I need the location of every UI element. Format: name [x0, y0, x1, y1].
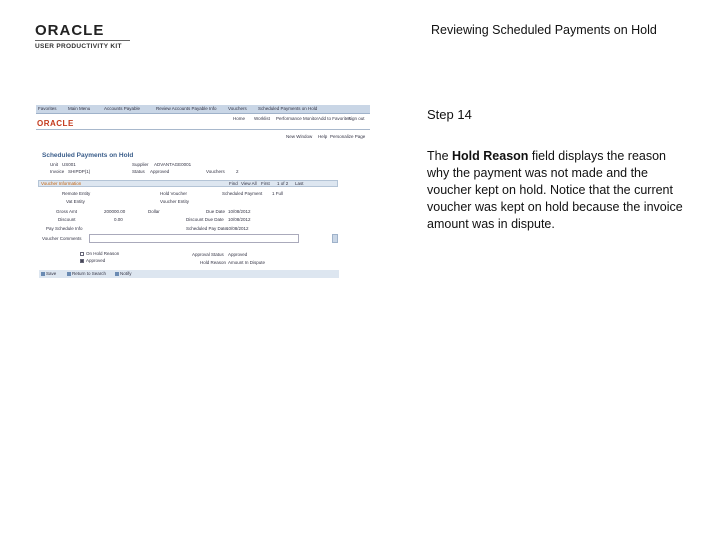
status-value: Approved [150, 169, 170, 174]
supplier-label: Supplier [132, 162, 149, 167]
save-button-label: Save [46, 271, 57, 276]
nav-favorites[interactable]: Favorites [38, 106, 57, 111]
link-performance-monitor[interactable]: Performance Monitor [276, 116, 319, 121]
on-hold-checkbox[interactable] [80, 252, 84, 256]
vat-entity-label: Vat Entity [66, 199, 85, 204]
voucher-info-section-bar [38, 180, 338, 187]
vouchers-value: 2 [236, 169, 239, 174]
link-personalize-page[interactable]: Personalize Page [330, 134, 366, 139]
link-sign-out[interactable]: Sign out [348, 116, 365, 121]
section-first-link[interactable]: First [261, 181, 270, 186]
notify-icon [115, 272, 119, 276]
upk-logo-text: USER PRODUCTIVITY KIT [35, 40, 130, 50]
scheduled-pay-date-label: Scheduled Pay Date [186, 226, 228, 231]
link-worklist[interactable]: Worklist [254, 116, 270, 121]
scheduled-payment-value: 1 Full [272, 191, 284, 196]
document-title: Reviewing Scheduled Payments on Hold [431, 23, 657, 37]
vouchers-label: Vouchers [206, 169, 225, 174]
scheduled-pay-date-value: 10/08/2012 [226, 226, 249, 231]
button-bar [39, 270, 339, 278]
supplier-value: ADVANTAGE0001 [154, 162, 192, 167]
invoice-label: Invoice [50, 169, 65, 174]
invoice-value: SHIPDP(1) [68, 169, 91, 174]
voucher-comments-label: Voucher Comments [42, 236, 82, 241]
discount-label: Discount [58, 217, 76, 222]
breadcrumb-bar [36, 105, 370, 114]
return-icon [67, 272, 71, 276]
section-last-link[interactable]: Last [295, 181, 304, 186]
currency-value: Dollar [148, 209, 160, 214]
return-to-search-button[interactable] [67, 271, 106, 277]
voucher-comments-field[interactable] [89, 234, 299, 243]
section-find-link[interactable]: Find [229, 181, 238, 186]
step-desc-before: The [427, 149, 453, 163]
on-hold-checkbox-label: On Hold Reason [86, 251, 120, 256]
approved-checkbox-label: Approved [86, 258, 106, 263]
gross-amt-value: 200000.00 [104, 209, 126, 214]
nav-main-menu[interactable]: Main Menu [68, 106, 91, 111]
oracle-logo-text: ORACLE [35, 22, 105, 39]
gross-amt-label: Gross Amt [56, 209, 78, 214]
nav-vouchers[interactable]: Vouchers [228, 106, 247, 111]
notify-button[interactable] [115, 271, 132, 277]
due-date-label: Due Date [206, 209, 226, 214]
approved-checkbox[interactable] [80, 259, 84, 263]
voucher-entity-label: Voucher Entity [160, 199, 190, 204]
approval-status-label: Approval Status [192, 252, 224, 257]
nav-review-ap-info[interactable]: Review Accounts Payable Info [156, 106, 217, 111]
step-label: Step 14 [427, 107, 472, 122]
discount-due-date-label: Discount Due Date [186, 217, 224, 222]
nav-scheduled-payments[interactable]: Scheduled Payments on Hold [258, 106, 318, 111]
scheduled-payment-label: Scheduled Payment [222, 191, 263, 196]
approval-status-value: Approved [228, 252, 248, 257]
hold-reason-label: Hold Reason [200, 260, 227, 265]
step-description [427, 148, 689, 233]
section-title: Voucher Information [41, 181, 82, 186]
step-desc-bold: Hold Reason [452, 149, 529, 163]
return-to-search-label: Return to Search [72, 271, 107, 276]
save-icon [41, 272, 45, 276]
remote-entity-label: Remote Entity [62, 191, 91, 196]
oracle-upk-logo [35, 24, 130, 50]
status-label: Status [132, 169, 145, 174]
link-home[interactable]: Home [233, 116, 246, 121]
pay-schedule-info-label: Pay Schedule Info [46, 226, 83, 231]
discount-value: 0.00 [114, 217, 123, 222]
save-button[interactable] [41, 271, 56, 277]
hold-voucher-label: Hold Voucher [160, 191, 188, 196]
unit-label: Unit [50, 162, 59, 167]
link-add-favorites[interactable]: Add to Favorites [318, 116, 351, 121]
discount-due-date-value: 10/08/2012 [228, 217, 251, 222]
app-screenshot [36, 105, 370, 283]
notify-button-label: Notify [120, 271, 132, 276]
unit-value: US001 [62, 162, 76, 167]
header-divider [36, 129, 370, 130]
due-date-value: 10/08/2012 [228, 209, 251, 214]
comments-scrollbar[interactable] [332, 234, 338, 243]
section-row-count: 1 of 2 [277, 181, 289, 186]
step-desc-after: field displays the reason why the payment was not made and the voucher kept on hold. Notice that the current voucher was kept on hold because the invoice amount was in dispute. [427, 149, 683, 231]
hold-reason-value: Amount In Dispute [228, 260, 266, 265]
link-help[interactable]: Help [318, 134, 328, 139]
app-brand-logo: ORACLE [37, 119, 74, 128]
link-new-window[interactable]: New Window [286, 134, 313, 139]
section-view-all-link[interactable]: View All [241, 181, 257, 186]
page-title: Scheduled Payments on Hold [42, 152, 134, 159]
nav-accounts-payable[interactable]: Accounts Payable [104, 106, 141, 111]
